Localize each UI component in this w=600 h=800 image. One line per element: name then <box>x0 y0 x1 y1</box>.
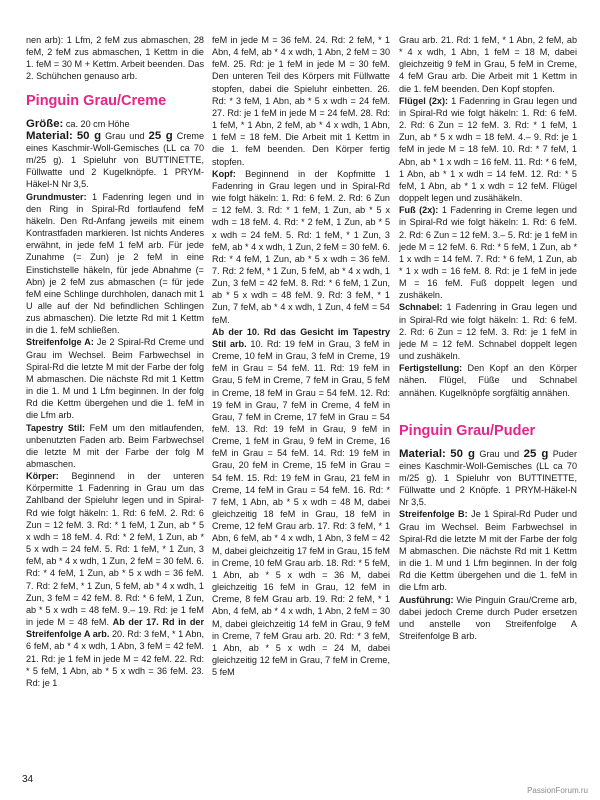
column-middle <box>212 34 390 678</box>
fertigstellung-text: Den Kopf an den Körper nähen. Flügel, Füße und Schnabel annähen. Kugelknöpfe sorgfältig annähen. <box>399 363 577 398</box>
tapestry-text: FeM um den mitlaufenden, unbenutzten Faden arb. Beim Farbwechsel die letzte M mit der Farbe der folg M abmaschen. <box>26 422 205 469</box>
ausfuehrung-text: Wie Pinguin Grau/Creme arb, dabei jedoch Creme durch Puder ersetzen und anstelle von Streifenfolge A Streifenfolge B arb. <box>399 594 577 642</box>
schnabel-text: 1 Fadenring in Grau legen und in Spiral-Rd wie folgt häkeln: 1. Rd: 6 feM. 2. Rd: 6 Zun = 12 feM. 3. Rd: je 1 feM in jede M = 12 feM. Schnabel doppelt legen und zushäkeln. <box>399 302 577 362</box>
material-paragraph <box>26 130 204 191</box>
fuss-text: 1 Fadenring in Creme legen und in Spiral-Rd wie folgt häkeln: 1. Rd: 6 feM. 2. Rd: 6 Zun = 12 feM. 3.– 5. Rd: je 1 feM in jede M = 12 feM. 6. Rd: * 5 feM, 1 Zun, ab * 1 x wdh = 14 feM. 7. Rd: * 6 feM, 1 Zun, ab * 1 x wdh = 16 feM. 8. Rd: je 1 feM in jede M = 16 feM. Fuß doppelt legen und zushäkeln. <box>399 205 577 301</box>
fuss-paragraph <box>399 204 577 301</box>
material-b-mid: Grau und <box>479 448 520 459</box>
koerper-text-end: 20. Rd: 3 feM, * 1 Abn, 6 feM, ab * 4 x wdh, 1 Abn, 3 feM = 42 feM. 21. Rd: je 1 feM in jede M = 42 feM. 22. Rd: * 5 feM, 1 Abn, ab * 5 x wdh = 36 feM. 23. Rd: je 1 <box>26 629 205 688</box>
kopf-continued: Grau arb. 21. Rd: 1 feM, * 1 Abn, 2 feM, ab * 4 x wdh, 1 Abn, 1 feM = 18 M, dabei gleichzeitig 9 feM in Grau, 5 feM in Creme, 4 feM Grau arb. Die Arbeit mit 1 Kettm in die 1. feM beenden. Den Kopf stopfen. <box>399 35 577 94</box>
grundmuster-paragraph <box>26 191 204 337</box>
kopf-label: Kopf: <box>212 168 236 179</box>
ausfuehrung-label: Ausführung: <box>399 594 454 605</box>
size-text: ca. 20 cm Höhe <box>65 118 130 129</box>
material-b-qty-grey: 50 g <box>450 447 475 460</box>
fertigstellung-paragraph <box>399 362 577 398</box>
size-label: Größe: <box>26 117 64 130</box>
size-paragraph <box>26 118 204 130</box>
koerper-bold-note: Ab der 17. Rd in der Streifenfolge A arb. <box>26 617 204 640</box>
section-title-grau-creme: Pinguin Grau/Creme <box>26 92 167 109</box>
fuss-label: Fuß (2x): <box>399 205 439 216</box>
grundmuster-text: 1 Fadenring legen und in den Ring in Spiral-Rd fortlaufend feM häkeln. Den Rd-Anfang jeweils mit einem Kontrastfaden markieren. Ist nichts Anderes erwähnt, in jede feM 1 feM arb. Für jede Zunahme (= Zun) je 2 feM in eine Einstichstelle häkeln, für jede Abnahme (= Abn) je 2 feM zus abmaschen (= für jede feM eine Schlinge durchholen, danach mit 1 U alle auf der Nd befindlichen Schlingen zus abmaschen). Die letzte Rd mit 1 Kettm in die 1. feM schließen. <box>26 191 204 336</box>
gesicht-text: 10. Rd: 19 feM in Grau, 3 feM in Creme, 10 feM in Grau, 3 feM in Creme, 19 feM in Grau = 54 feM. 11. Rd: 19 feM in Grau, 5 feM in Creme, 7 feM in Grau, 5 feM in Creme, 18 feM in Grau = 54 feM. 12. Rd: 19 feM in Grau, 7 feM in Creme, 4 feM in Grau, 7 feM in Creme, 17 feM in Grau = 54 feM. 13. Rd: 19 feM in Grau, 9 feM in Creme, 1 feM in Grau, 9 feM in Creme, 16 feM in Grau = 54 feM. 14. Rd: 19 feM in Grau, 20 feM in Creme, 15 feM in Grau = 54 feM. 15. Rd: 19 feM in Grau, 21 feM in Creme, 14 feM in Grau = 54 feM. 16. Rd: * 7 feM, 1 Abn, ab * 5 x wdh = 48 M, dabei gleichzeitig 18 feM in Grau, 18 feM in Creme, 12 feM Grau arb. 17. Rd: 3 feM, * 1 Abn, 6 feM, ab * 4 x wdh, 1 Abn, 3 feM = 42 M, dabei gleichzeitig 17 feM in Grau, 15 feM in Creme, 10 feM Grau arb. 18. Rd: * 5 feM, 1 Abn, ab * 5 x wdh = 36 M, dabei gleichzeitig 16 feM in Grau, 12 feM in Creme, 8 feM Grau arb. 19. Rd: 2 feM, * 1 Abn, 4 feM, ab * 4 x wdh, 1 Abn, 2 feM = 30 M, dabei gleichzeitig 14 feM in Grau, 9 feM in Creme, 7 feM Grau arb. 20. Rd: * 3 feM, 1 Abn, ab * 5 x wdh = 24 M, dabei gleichzeitig 12 feM in Grau, 7 feM in Creme, 5 feM <box>212 338 390 678</box>
material-text: Creme eines Kaschmir-Woll-Gemisches (LL ca 70 m/25 g). 1 Spieluhr von BUTTINETTE, Füllwatte und 2 Kugelknöpfe. 1 PRYM-Häkel-N Nr 3,5. <box>26 130 205 190</box>
material-label: Material: <box>26 129 73 142</box>
streifenfolge-b-paragraph <box>399 508 577 593</box>
tapestry-paragraph <box>26 422 204 471</box>
tapestry-label: Tapestry Stil: <box>26 422 86 433</box>
gesicht-paragraph <box>212 326 390 679</box>
page-number: 34 <box>22 774 34 785</box>
streifenfolge-a-paragraph <box>26 336 204 421</box>
koerper-continued: feM in jede M = 36 feM. 24. Rd: 2 feM, * 1 Abn, 4 feM, ab * 4 x wdh, 1 Abn, 2 feM = 30 feM. 25. Rd: je 1 feM in jede M = 30 feM. Den unteren Teil des Körpers mit Füllwatte stopfen, dabei die Spieluhr einbetten. 26. Rd: * 3 feM, 1 Abn, ab * 5 x wdh = 24 feM. 27. Rd: je 1 feM in jede M = 24 feM. 28. Rd: 1 feM, * 1 Abn, 2 feM, ab * 4 x wdh, 1 Abn, 1 feM = 18 feM. Die Arbeit mit 1 Kettm in die 1. feM beenden. Den Körper fertig stopfen. <box>212 35 390 167</box>
streifenfolge-a-label: Streifenfolge A: <box>26 337 94 348</box>
column-right <box>399 34 577 642</box>
material-b-qty-puder: 25 g <box>523 447 549 460</box>
fluegel-label: Flügel (2x): <box>399 95 449 106</box>
material-mid: Grau und <box>105 130 145 141</box>
fluegel-text: 1 Fadenring in Grau legen und in Spiral-Rd wie folgt häkeln: 1. Rd: 6 feM. 2. Rd: 6 Zun = 12 feM. 3. Rd: * 1 feM, 1 Zun, ab * 5 x wdh = 18 feM. 4.– 9. Rd: je 1 feM in jede M = 18 feM. 10. Rd: * 7 feM, 1 Abn, ab * 1 x wdh = 16 feM. 11. Rd: * 6 feM, 1 Abn, ab * 1 x wdh = 14 feM. 12. Rd: * 5 feM, 1 Abn, ab * 1 x wdh = 12 feM. Flügel doppelt legen und zusähäkeln. <box>399 95 577 204</box>
fluegel-paragraph <box>399 95 577 204</box>
streifenfolge-b-text: Je 1 Spiral-Rd Puder und Grau im Wechsel. Beim Farbwechsel in Spiral-Rd die letzte M mit der Farbe der folg M abmaschen. Die nächste Rd mit 1 Kettm in die 1. M und 1 Lfm beginnen. In der folg Rd die Kettm übergehen und die 1. feM in die Lfm arb. <box>399 509 578 593</box>
intro-paragraph: nen arb): 1 Lfm, 2 feM zus abmaschen, 28 feM, 2 feM zus abmaschen, 1 Kettm in die 1. feM = 30 M + Kettm. Arbeit beenden. Das 2. Schühchen genauso arb. <box>26 35 204 82</box>
streifenfolge-b-label: Streifenfolge B: <box>399 509 468 520</box>
streifenfolge-a-text: Je 2 Spiral-Rd Creme und Grau im Wechsel. Beim Farbwechsel in Spiral-Rd die letzte M mit der Farbe der folg M abmaschen. Die nächste Rd mit 1 Kettm in die 1. M und 1 Lfm beginnen. In der folg Rd die Kettm übergehen und die 1. feM in die Lfm arb. <box>26 337 204 421</box>
material-b-label: Material: <box>399 447 446 460</box>
gesicht-bold-note: Ab der 10. Rd das Gesicht im Tapestry Stil arb. <box>212 326 390 349</box>
kopf-text: Beginnend in der Kopfmitte 1 Fadenring in Grau legen und in Spiral-Rd wie folgt häkeln: 1. Rd: 6 feM. 2. Rd: 6 Zun = 12 feM. 3. Rd: * 1 feM, 1 Zun, ab * 5 x wdh = 18 feM. 4. Rd: * 2 feM, 1 Zun, ab * 5 x wdh = 24 feM. 5. Rd: 1 feM, * 1 Zun, 3 feM, ab * 4 x wdh, 1 Zun, 2 feM = 30 feM. 6. Rd: * 4 feM, 1 Zun, ab * 5 x wdh = 36 feM. 7. Rd: 2 feM, * 1 Zun, 5 feM, ab * 4 x wdh, 1 Zun, 3 feM = 42 feM. 8. Rd: * 6 feM, 1 Zun, ab * 5 x wdh = 48 feM. 9. Rd: 3 feM, * 1 Zun, 7 feM, ab * 4 x wdh, 1 Zun, 4 feM = 54 feM. <box>212 168 390 325</box>
schnabel-paragraph <box>399 301 577 362</box>
material-qty-cream: 25 g <box>148 129 173 142</box>
schnabel-label: Schnabel: <box>399 302 443 313</box>
material-b-paragraph <box>399 448 577 509</box>
koerper-paragraph <box>26 470 204 689</box>
material-qty-grey: 50 g <box>76 129 102 142</box>
grundmuster-label: Grundmuster: <box>26 191 87 202</box>
fertigstellung-label: Fertigstellung: <box>399 363 463 374</box>
koerper-label: Körper: <box>26 471 59 482</box>
column-left <box>26 34 204 689</box>
kopf-paragraph <box>212 168 390 326</box>
koerper-text: Beginnend in der unteren Körpermitte 1 Fadenring in Grau um das Zahlband der Spieluhr legen und in Spiral-Rd wie folgt häkeln: 1. Rd: 6 feM. 2. Rd: 6 Zun = 12 feM. 3. Rd: * 1 feM, 1 Zun, ab * 5 x wdh = 18 feM. 4. Rd: * 2 feM, 1 Zun, ab * 5 x wdh = 24 feM. 5. Rd: 1 feM, * 1 Zun, 3 feM, ab * 4 x wdh, 1 Zun, 2 feM = 30 feM. 6. Rd: * 4 feM, 1 Zun, ab * 5 x wdh = 36 feM. 7. Rd: 2 feM, * 1 Zun, 5 feM, ab * 4 x wdh, 1 Zun, 3 feM = 42 feM. 8. Rd: * 6 feM, 1 Zun, ab * 5 x wdh = 48 feM. 9.– 19. Rd: je 1 feM in jede M = 48 feM. <box>26 471 204 628</box>
ausfuehrung-paragraph <box>399 594 577 643</box>
watermark: PassionForum.ru <box>527 786 588 795</box>
material-b-text: Puder eines Kaschmir-Woll-Gemisches (LL ca 70 m/25 g). 1 Spieluhr von BUTTINETTE, Füllwatte und 2 Knöpfe. 1 PRYM-Häkel-N Nr 3,5. <box>399 448 577 508</box>
section-title-grau-puder: Pinguin Grau/Puder <box>399 422 536 439</box>
